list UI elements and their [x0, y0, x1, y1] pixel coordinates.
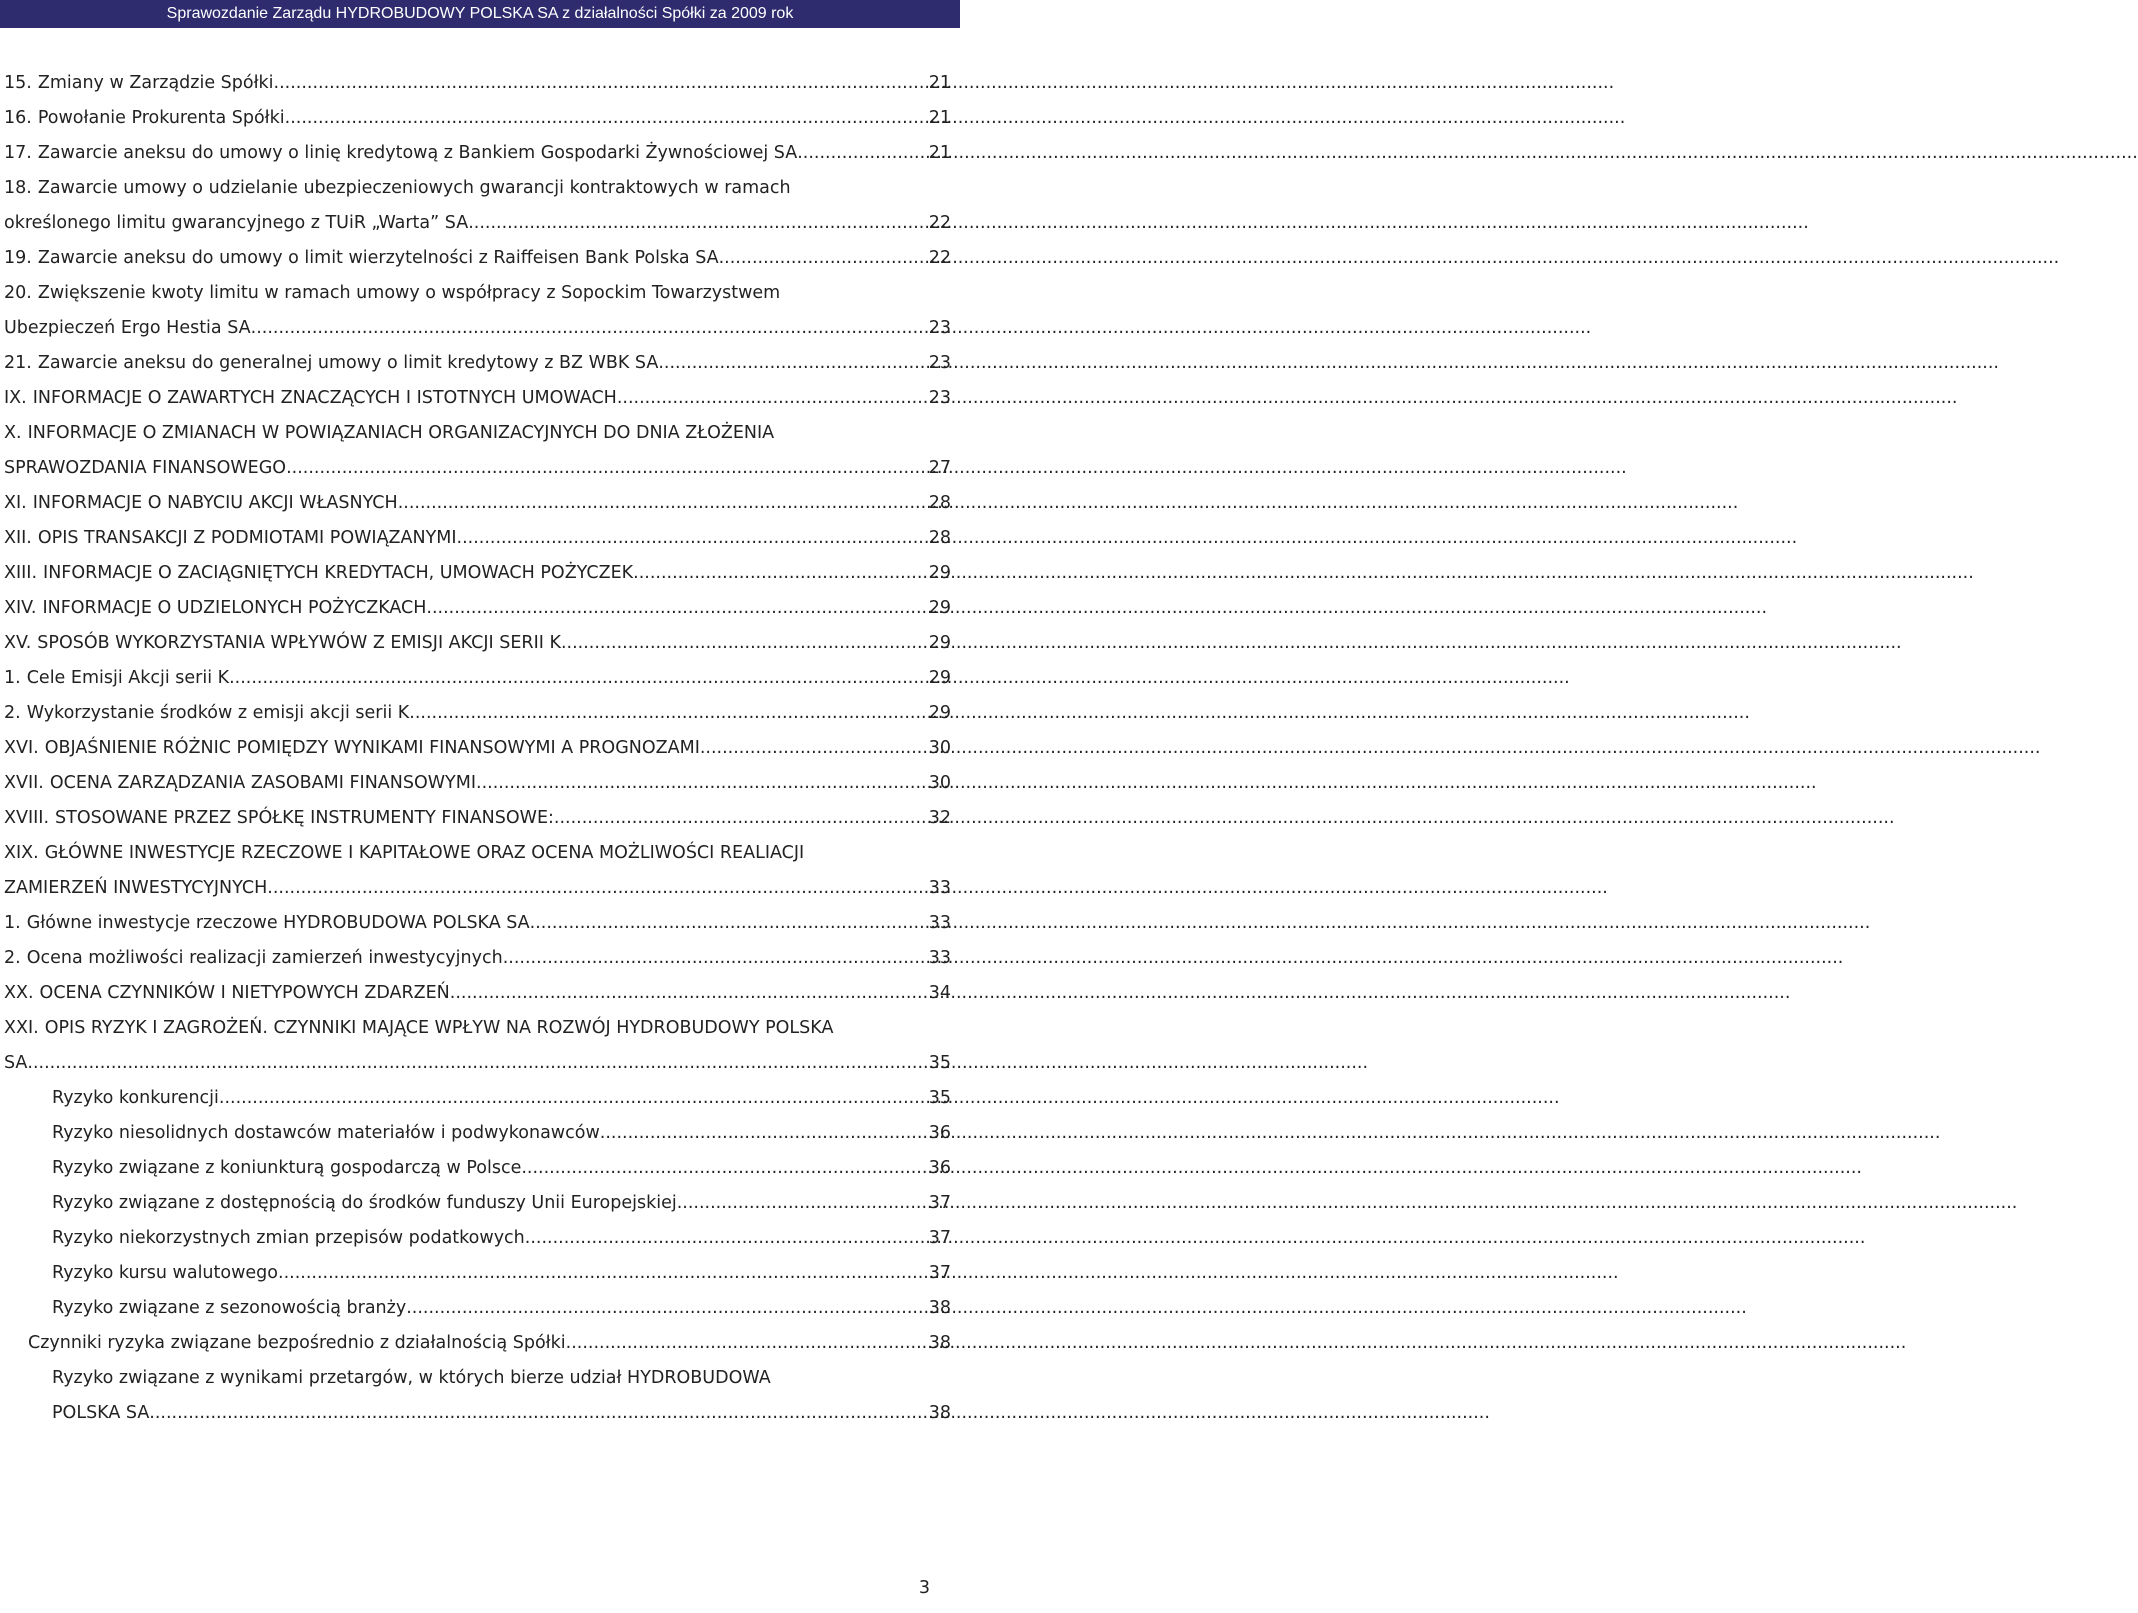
toc-dot-leader — [530, 906, 927, 941]
toc-entry[interactable] — [4, 941, 951, 976]
toc-entry-line — [4, 241, 951, 276]
toc-entry[interactable] — [4, 836, 951, 906]
toc-entry-page: 29 — [928, 598, 951, 618]
toc-entry-page: 35 — [928, 1088, 951, 1108]
toc-entry-number: 2. — [4, 703, 21, 723]
toc-entry-line — [4, 1046, 951, 1081]
toc-entry-line — [4, 521, 951, 556]
toc-entry-title: OBJAŚNIENIE RÓŻNIC POMIĘDZY WYNIKAMI FINANSOWYMI A PROGNOZAMI — [44, 738, 700, 758]
toc-entry-page: 33 — [928, 913, 951, 933]
toc-entry-title: Zawarcie aneksu do generalnej umowy o limit kredytowy z BZ WBK SA — [37, 353, 659, 373]
toc-dot-leader — [658, 346, 926, 381]
toc-entry[interactable] — [4, 731, 951, 766]
toc-entry-page: 38 — [928, 1403, 951, 1423]
toc-entry-number: 18. — [4, 178, 32, 198]
toc-entry[interactable] — [4, 101, 951, 136]
toc-entry-title: Ubezpieczeń Ergo Hestia SA — [4, 318, 251, 338]
toc-entry-title: Czynniki ryzyka związane bezpośrednio z działalnością Spółki — [28, 1333, 566, 1353]
toc-entry-title: OCENA CZYNNIKÓW I NIETYPOWYCH ZDARZEŃ — [39, 983, 450, 1003]
toc-entry-number: 1. — [4, 668, 21, 688]
toc-entry-number: XVII. — [4, 773, 44, 793]
toc-entry-title: Zwiększenie kwoty limitu w ramach umowy o współpracy z Sopockim Towarzystwem — [37, 283, 781, 303]
toc-entry[interactable] — [4, 1326, 951, 1361]
toc-entry-line — [4, 871, 951, 906]
toc-entry[interactable] — [4, 1361, 951, 1431]
toc-entry-number: XIII. — [4, 563, 38, 583]
toc-entry-title: Główne inwestycje rzeczowe HYDROBUDOWA POLSKA SA — [26, 913, 530, 933]
toc-entry-page: 21 — [928, 73, 951, 93]
toc-dot-leader — [450, 976, 927, 1011]
toc-dot-leader — [406, 1291, 927, 1326]
toc-dot-leader — [719, 241, 927, 276]
toc-entry-line-continued — [4, 416, 951, 451]
toc-entry-title: OPIS RYZYK I ZAGROŻEŃ. CZYNNIKI MAJĄCE WPŁYW NA ROZWÓJ HYDROBUDOWY POLSKA — [44, 1018, 834, 1038]
toc-entry-title: GŁÓWNE INWESTYCJE RZECZOWE I KAPITAŁOWE ORAZ OCENA MOŻLIWOŚCI REALIACJI — [44, 843, 805, 863]
toc-entry-number: XIV. — [4, 598, 37, 618]
toc-entry-line — [4, 731, 951, 766]
toc-entry-title: Cele Emisji Akcji serii K — [26, 668, 230, 688]
toc-dot-leader — [566, 1326, 927, 1361]
toc-entry-line — [52, 1081, 951, 1116]
toc-entry-title: STOSOWANE PRZEZ SPÓŁKĘ INSTRUMENTY FINANSOWE: — [55, 808, 554, 828]
toc-entry[interactable] — [4, 626, 951, 661]
toc-dot-leader — [633, 556, 927, 591]
toc-entry-line — [4, 766, 951, 801]
toc-entry-line — [4, 556, 951, 591]
toc-dot-leader — [561, 626, 927, 661]
toc-dot-leader — [503, 941, 927, 976]
toc-entry-title: Ryzyko związane z wynikami przetargów, w których bierze udział HYDROBUDOWA — [52, 1368, 771, 1388]
toc-dot-leader — [274, 66, 927, 101]
toc-entry-page: 23 — [928, 318, 951, 338]
toc-entry-page: 37 — [928, 1228, 951, 1248]
toc-entry-title: Ryzyko niesolidnych dostawców materiałów i podwykonawców — [52, 1123, 600, 1143]
toc-entry-line — [4, 626, 951, 661]
toc-entry[interactable] — [4, 766, 951, 801]
toc-entry-line — [4, 696, 951, 731]
toc-entry-title: Wykorzystanie środków z emisji akcji serii K — [26, 703, 410, 723]
toc-entry-line — [4, 381, 951, 416]
toc-entry[interactable] — [4, 381, 951, 416]
toc-entry[interactable] — [4, 1081, 951, 1116]
toc-entry-page: 21 — [928, 108, 951, 128]
toc-entry-page: 36 — [928, 1158, 951, 1178]
toc-entry-line — [4, 661, 951, 696]
toc-entry-title: Ryzyko niekorzystnych zmian przepisów podatkowych — [52, 1228, 525, 1248]
toc-entry-number: 15. — [4, 73, 32, 93]
toc-entry-number: 21. — [4, 353, 32, 373]
toc-entry-title: Ryzyko konkurencji — [52, 1088, 219, 1108]
toc-entry[interactable] — [4, 136, 951, 171]
toc-entry[interactable] — [4, 976, 951, 1011]
toc-entry-title: INFORMACJE O NABYCIU AKCJI WŁASNYCH — [32, 493, 398, 513]
toc-entry-page: 30 — [928, 773, 951, 793]
toc-entry[interactable] — [4, 521, 951, 556]
toc-entry-number: XV. — [4, 633, 32, 653]
toc-dot-leader — [229, 661, 927, 696]
toc-entry-page: 29 — [928, 633, 951, 653]
toc-entry-title: Zawarcie umowy o udzielanie ubezpieczeniowych gwarancji kontraktowych w ramach — [37, 178, 791, 198]
toc-entry[interactable] — [4, 66, 951, 101]
toc-entry-line — [4, 346, 951, 381]
toc-entry-page: 22 — [928, 213, 951, 233]
toc-entry-page: 38 — [928, 1333, 951, 1353]
toc-entry-title: Zawarcie aneksu do umowy o linię kredytową z Bankiem Gospodarki Żywnościowej SA — [37, 143, 798, 163]
table-of-contents — [4, 66, 951, 1431]
toc-dot-leader — [468, 206, 927, 241]
toc-entry-page: 23 — [928, 353, 951, 373]
toc-entry-title: POLSKA SA — [52, 1403, 150, 1423]
toc-entry-title: Ryzyko kursu walutowego — [52, 1263, 278, 1283]
toc-entry-line — [52, 1151, 951, 1186]
toc-entry-page: 28 — [928, 493, 951, 513]
toc-entry[interactable] — [4, 1151, 951, 1186]
toc-entry-number: 16. — [4, 108, 32, 128]
toc-entry-line-continued — [4, 1011, 951, 1046]
toc-entry-page: 38 — [928, 1298, 951, 1318]
toc-entry-title: SPRAWOZDANIA FINANSOWEGO — [4, 458, 287, 478]
toc-entry-page: 21 — [928, 143, 951, 163]
toc-entry[interactable] — [4, 1116, 951, 1151]
toc-entry-line — [52, 1396, 951, 1431]
toc-entry-page: 29 — [928, 703, 951, 723]
toc-entry-number: XX. — [4, 983, 34, 1003]
toc-entry[interactable] — [4, 416, 951, 486]
toc-entry-number: 1. — [4, 913, 21, 933]
toc-entry-page: 29 — [928, 668, 951, 688]
toc-entry-title: ZAMIERZEŃ INWESTYCYJNYCH — [4, 878, 268, 898]
toc-entry-title: Ryzyko związane z sezonowością branży — [52, 1298, 407, 1318]
toc-entry-line-continued — [52, 1361, 951, 1396]
toc-dot-leader — [554, 801, 927, 836]
toc-entry-title: Ryzyko związane z dostępnością do środków funduszy Unii Europejskiej — [52, 1193, 677, 1213]
toc-entry-title: OPIS TRANSAKCJI Z PODMIOTAMI POWIĄZANYMI — [37, 528, 457, 548]
toc-entry-title: Ocena możliwości realizacji zamierzeń inwestycyjnych — [26, 948, 503, 968]
toc-entry-title: określonego limitu gwarancyjnego z TUiR „Warta” SA — [4, 213, 469, 233]
toc-dot-leader — [600, 1116, 927, 1151]
toc-entry[interactable] — [4, 906, 951, 941]
toc-entry-line — [4, 941, 951, 976]
toc-entry[interactable] — [4, 591, 951, 626]
toc-dot-leader — [476, 766, 927, 801]
toc-entry-title: Powołanie Prokurenta Spółki — [37, 108, 285, 128]
toc-entry[interactable] — [4, 661, 951, 696]
toc-dot-leader — [426, 591, 926, 626]
toc-entry-title: Zawarcie aneksu do umowy o limit wierzytelności z Raiffeisen Bank Polska SA — [37, 248, 719, 268]
toc-entry[interactable] — [4, 1186, 951, 1221]
toc-entry-number: 2. — [4, 948, 21, 968]
toc-entry[interactable] — [4, 171, 951, 241]
toc-dot-leader — [677, 1186, 927, 1221]
toc-entry[interactable] — [4, 486, 951, 521]
toc-entry-number: XI. — [4, 493, 27, 513]
toc-entry-title: INFORMACJE O UDZIELONYCH POŻYCZKACH — [42, 598, 427, 618]
toc-entry-page: 33 — [928, 948, 951, 968]
toc-dot-leader — [251, 311, 927, 346]
toc-entry-number: X. — [4, 423, 22, 443]
toc-entry-line-continued — [4, 171, 951, 206]
toc-entry-title: INFORMACJE O ZAWARTYCH ZNACZĄCYCH I ISTOTNYCH UMOWACH — [32, 388, 617, 408]
toc-entry-line — [4, 591, 951, 626]
toc-dot-leader — [409, 696, 926, 731]
toc-entry-title: SA — [4, 1053, 28, 1073]
toc-dot-leader — [285, 101, 927, 136]
page-number: 3 — [918, 1578, 930, 1598]
toc-entry-line — [4, 906, 951, 941]
toc-entry[interactable] — [4, 556, 951, 591]
toc-dot-leader — [27, 1046, 926, 1081]
document-header: Sprawozdanie Zarządu HYDROBUDOWY POLSKA SA z działalności Spółki za 2009 rok — [0, 0, 960, 28]
toc-entry-page: 23 — [928, 388, 951, 408]
toc-dot-leader — [398, 486, 927, 521]
toc-entry-page: 34 — [928, 983, 951, 1003]
toc-entry[interactable] — [4, 1256, 951, 1291]
toc-entry-title: SPOSÓB WYKORZYSTANIA WPŁYWÓW Z EMISJI AKCJI SERII K — [37, 633, 561, 653]
toc-entry-number: XIX. — [4, 843, 39, 863]
toc-entry-line — [4, 311, 951, 346]
toc-entry-title: INFORMACJE O ZMIANACH W POWIĄZANIACH ORGANIZACYJNYCH DO DNIA ZŁOŻENIA — [27, 423, 775, 443]
toc-entry[interactable] — [4, 1291, 951, 1326]
toc-entry[interactable] — [4, 346, 951, 381]
toc-entry-line — [4, 136, 951, 171]
toc-entry-line-continued — [4, 836, 951, 871]
toc-entry-page: 36 — [928, 1123, 951, 1143]
toc-entry[interactable] — [4, 696, 951, 731]
toc-entry-title: Zmiany w Zarządzie Spółki — [37, 73, 274, 93]
toc-dot-leader — [286, 451, 927, 486]
toc-entry-number: XXI. — [4, 1018, 39, 1038]
toc-entry-line — [52, 1291, 951, 1326]
toc-entry-title: INFORMACJE O ZACIĄGNIĘTYCH KREDYTACH, UMOWACH POŻYCZEK — [43, 563, 634, 583]
toc-entry-title: OCENA ZARZĄDZANIA ZASOBAMI FINANSOWYMI — [49, 773, 476, 793]
toc-dot-leader — [525, 1221, 927, 1256]
toc-entry-number: XVIII. — [4, 808, 50, 828]
toc-entry-page: 37 — [928, 1193, 951, 1213]
toc-entry-page: 27 — [928, 458, 951, 478]
toc-dot-leader — [617, 381, 927, 416]
toc-dot-leader — [797, 136, 927, 171]
toc-entry-page: 32 — [928, 808, 951, 828]
toc-entry-number: 20. — [4, 283, 32, 303]
toc-entry-page: 35 — [928, 1053, 951, 1073]
toc-dot-leader — [521, 1151, 926, 1186]
toc-dot-leader — [219, 1081, 927, 1116]
toc-dot-leader — [457, 521, 927, 556]
toc-entry-line — [4, 801, 951, 836]
toc-entry-page: 29 — [928, 563, 951, 583]
toc-entry-line — [28, 1326, 951, 1361]
toc-entry-number: 19. — [4, 248, 32, 268]
toc-entry-page: 33 — [928, 878, 951, 898]
toc-entry-title: Ryzyko związane z koniunkturą gospodarczą w Polsce — [52, 1158, 522, 1178]
toc-entry-line — [4, 976, 951, 1011]
toc-entry-page: 37 — [928, 1263, 951, 1283]
toc-entry-page: 28 — [928, 528, 951, 548]
toc-entry-line — [4, 101, 951, 136]
toc-entry-line — [52, 1221, 951, 1256]
toc-entry-line — [52, 1186, 951, 1221]
toc-entry-line — [4, 206, 951, 241]
toc-entry-number: XII. — [4, 528, 32, 548]
toc-entry[interactable] — [4, 241, 951, 276]
toc-entry-line — [52, 1116, 951, 1151]
toc-dot-leader — [267, 871, 926, 906]
toc-entry-line-continued — [4, 276, 951, 311]
toc-entry-line — [4, 451, 951, 486]
toc-entry-number: 17. — [4, 143, 32, 163]
toc-dot-leader — [278, 1256, 927, 1291]
toc-entry-line — [52, 1256, 951, 1291]
toc-entry[interactable] — [4, 1221, 951, 1256]
toc-dot-leader — [700, 731, 927, 766]
toc-entry[interactable] — [4, 276, 951, 346]
toc-entry-line — [4, 66, 951, 101]
toc-dot-leader — [149, 1396, 926, 1431]
toc-entry-number: IX. — [4, 388, 27, 408]
toc-entry-line — [4, 486, 951, 521]
toc-entry-page: 30 — [928, 738, 951, 758]
toc-entry[interactable] — [4, 801, 951, 836]
toc-entry-number: XVI. — [4, 738, 39, 758]
toc-entry-page: 22 — [928, 248, 951, 268]
toc-entry[interactable] — [4, 1011, 951, 1081]
